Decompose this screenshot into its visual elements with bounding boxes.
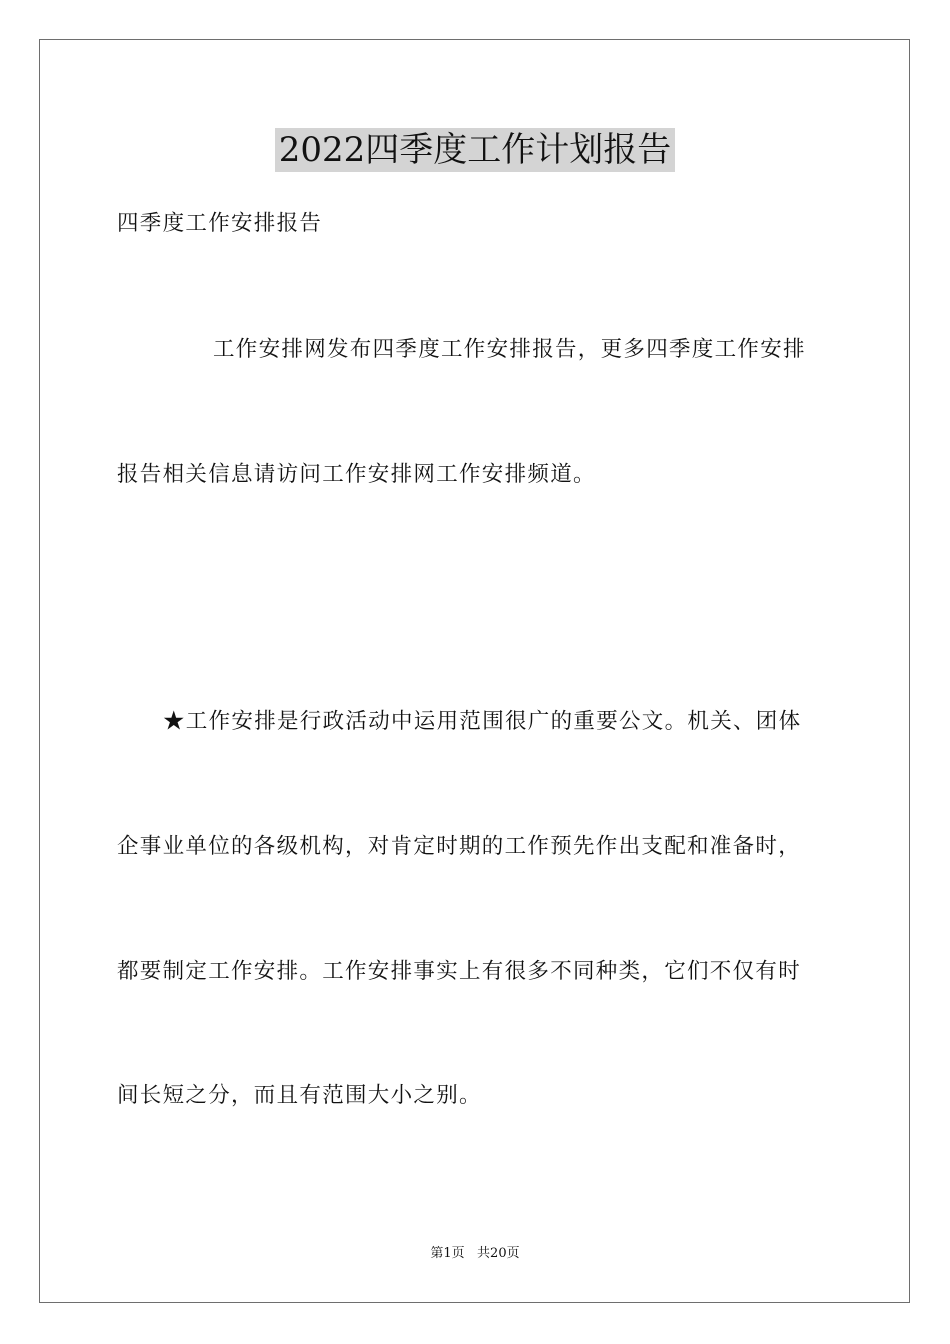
document-title-text: 2022四季度工作计划报告 bbox=[275, 128, 676, 172]
page-footer: 第1页 共20页 bbox=[430, 1246, 520, 1261]
document-title bbox=[0, 128, 950, 172]
paragraph-2-line-4: 间长短之分，而且有范围大小之别。 bbox=[117, 1083, 482, 1108]
paragraph-2-line-3: 都要制定工作安排。工作安排事实上有很多不同种类，它们不仅有时 bbox=[117, 959, 802, 984]
document-subtitle: 四季度工作安排报告 bbox=[117, 211, 323, 236]
paragraph-1-line-1: 工作安排网发布四季度工作安排报告，更多四季度工作安排 bbox=[213, 337, 806, 362]
paragraph-2-line-2: 企事业单位的各级机构，对肯定时期的工作预先作出支配和准备时， bbox=[117, 834, 802, 859]
paragraph-1-line-2: 报告相关信息请访问工作安排网工作安排频道。 bbox=[117, 462, 596, 487]
paragraph-2-line-1: ★工作安排是行政活动中运用范围很广的重要公文。机关、团体 bbox=[163, 709, 802, 734]
